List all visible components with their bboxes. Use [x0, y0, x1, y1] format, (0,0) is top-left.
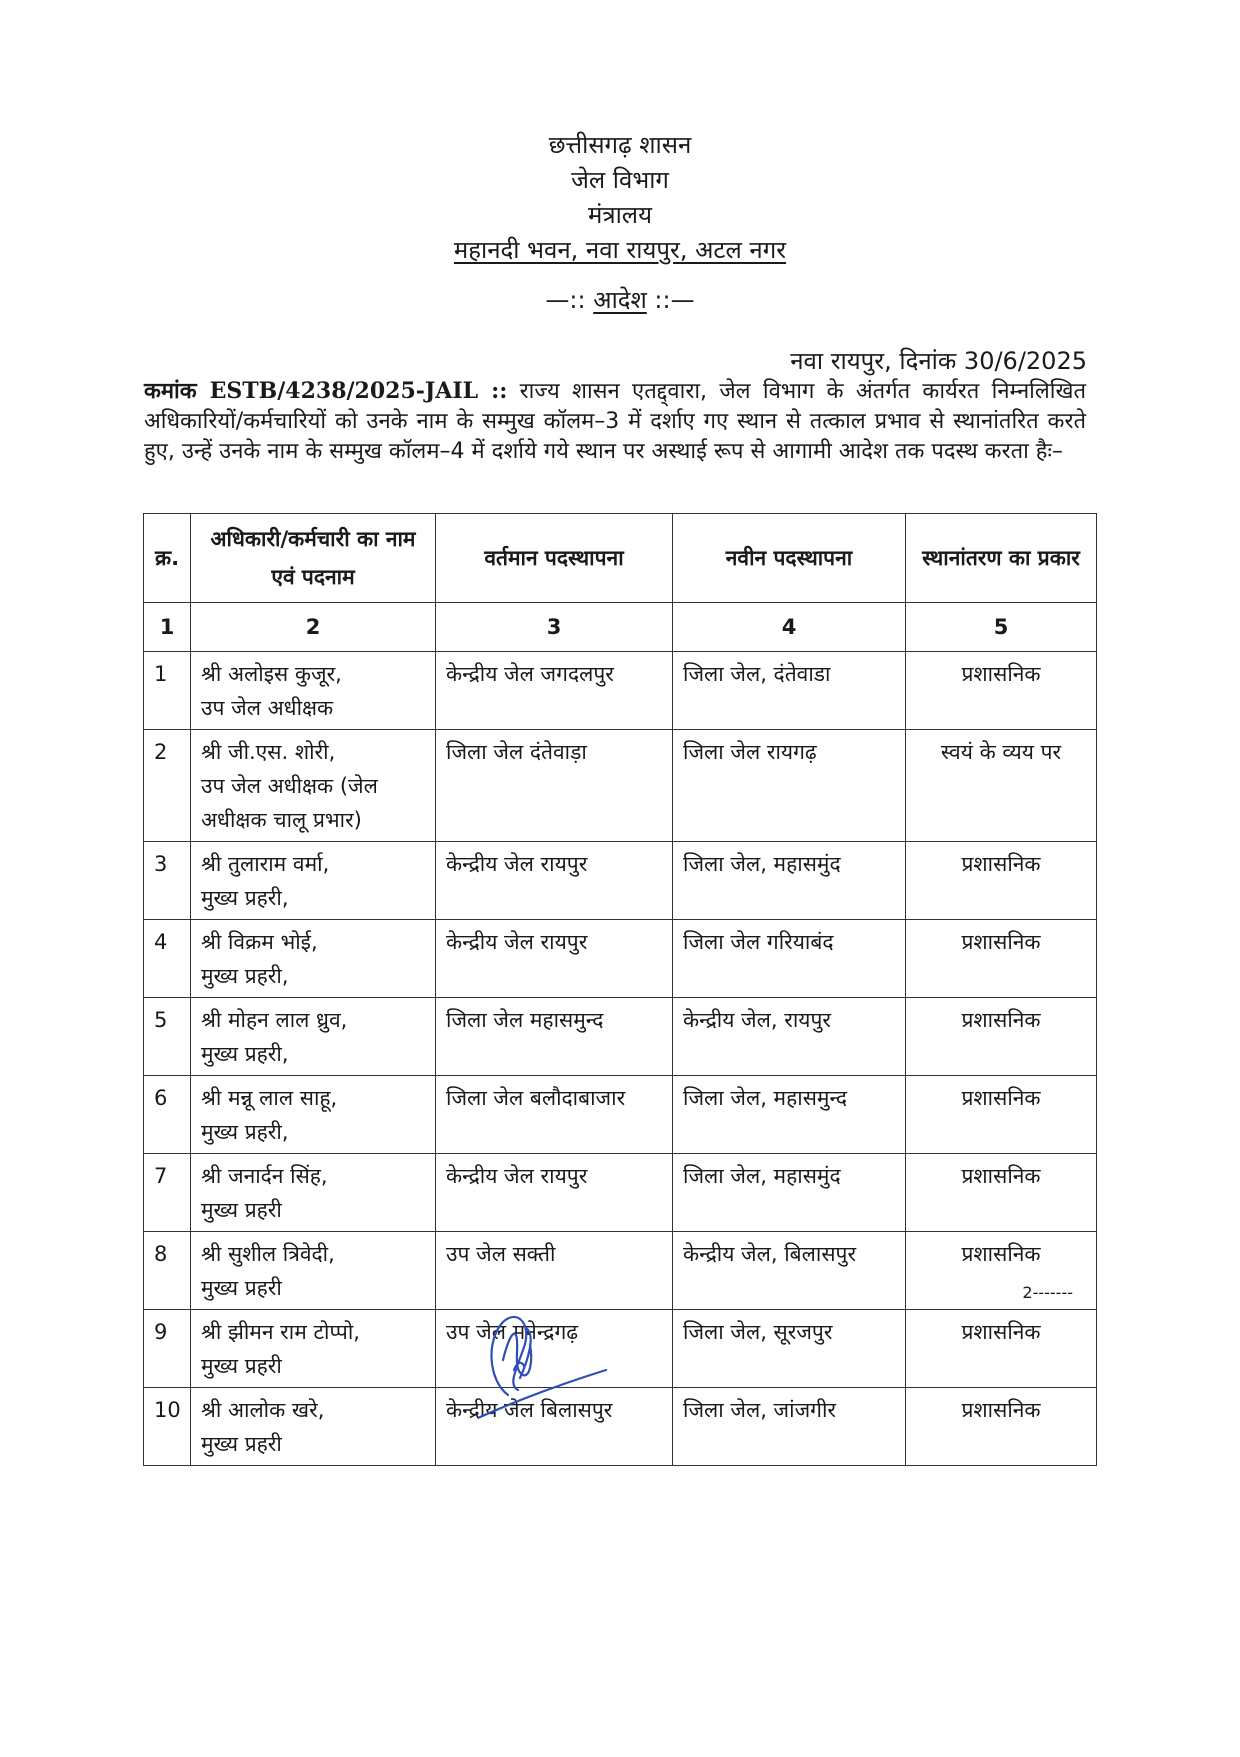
col-number: 4	[673, 603, 906, 652]
letterhead	[0, 128, 1240, 268]
table-row	[144, 1310, 1097, 1388]
cell-sr: 7	[144, 1154, 191, 1232]
cell-new-posting: जिला जेल, जांजगीर	[673, 1388, 906, 1466]
cell-current-posting: केन्द्रीय जेल बिलासपुर	[436, 1388, 673, 1466]
cell-transfer-type: प्रशासनिक	[906, 1154, 1097, 1232]
cell-new-posting: जिला जेल, महासमुंद	[673, 842, 906, 920]
cell-new-posting: जिला जेल, दंतेवाडा	[673, 652, 906, 730]
cell-new-posting: केन्द्रीय जेल, बिलासपुर	[673, 1232, 906, 1310]
table-row	[144, 842, 1097, 920]
cell-sr: 3	[144, 842, 191, 920]
letterhead-line-address: महानदी भवन, नवा रायपुर, अटल नगर	[453, 236, 787, 264]
employee-name: श्री मन्नू लाल साहू,	[201, 1086, 338, 1110]
cell-name-designation	[191, 1154, 436, 1232]
employee-name: श्री विक्रम भोई,	[201, 930, 318, 954]
cell-transfer-type: प्रशासनिक	[906, 1232, 1097, 1310]
table-row	[144, 998, 1097, 1076]
column-number-row	[144, 603, 1097, 652]
cell-current-posting: केन्द्रीय जेल रायपुर	[436, 842, 673, 920]
col-number: 2	[191, 603, 436, 652]
cell-sr: 5	[144, 998, 191, 1076]
cell-transfer-type: प्रशासनिक	[906, 1388, 1097, 1466]
table-row	[144, 920, 1097, 998]
order-heading	[0, 283, 1240, 316]
employee-designation: मुख्य प्रहरी	[201, 1198, 282, 1222]
cell-sr: 2	[144, 730, 191, 842]
employee-name: श्री जनार्दन सिंह,	[201, 1164, 328, 1188]
cell-current-posting: जिला जेल बलौदाबाजार	[436, 1076, 673, 1154]
letterhead-line-govt: छत्तीसगढ़ शासन	[548, 131, 692, 159]
employee-name: श्री आलोक खरे,	[201, 1398, 325, 1422]
employee-designation: मुख्य प्रहरी,	[201, 964, 289, 988]
table-row	[144, 1388, 1097, 1466]
employee-name: श्री झीमन राम टोप्पो,	[201, 1320, 360, 1344]
cell-new-posting: जिला जेल, महासमुंद	[673, 1154, 906, 1232]
letterhead-line-dept: जेल विभाग	[571, 166, 669, 194]
cell-transfer-type: प्रशासनिक	[906, 998, 1097, 1076]
cell-new-posting: जिला जेल, सूरजपुर	[673, 1310, 906, 1388]
page-continuation-marker: 2-------	[1022, 1283, 1073, 1302]
table-row	[144, 1076, 1097, 1154]
col-header-current: वर्तमान पदस्थापना	[436, 514, 673, 603]
cell-sr: 8	[144, 1232, 191, 1310]
employee-designation: मुख्य प्रहरी	[201, 1354, 282, 1378]
cell-sr: 1	[144, 652, 191, 730]
cell-current-posting: उप जेल सक्ती	[436, 1232, 673, 1310]
employee-designation: उप जेल अधीक्षक (जेल अधीक्षक चालू प्रभार)	[201, 774, 378, 832]
employee-name: श्री मोहन लाल ध्रुव,	[201, 1008, 348, 1032]
cell-transfer-type: प्रशासनिक	[906, 842, 1097, 920]
transfer-table	[143, 513, 1097, 1466]
cell-name-designation	[191, 842, 436, 920]
cell-transfer-type: स्वयं के व्यय पर	[906, 730, 1097, 842]
col-header-new: नवीन पदस्थापना	[673, 514, 906, 603]
cell-current-posting: केन्द्रीय जेल रायपुर	[436, 920, 673, 998]
order-reference-number: कमांक ESTB/4238/2025-JAIL ::	[144, 378, 508, 404]
cell-name-designation	[191, 1076, 436, 1154]
employee-name: श्री अलोइस कुजूर,	[201, 662, 342, 686]
employee-designation: मुख्य प्रहरी,	[201, 1120, 289, 1144]
table-header-row	[144, 514, 1097, 603]
cell-sr: 4	[144, 920, 191, 998]
cell-current-posting: जिला जेल दंतेवाड़ा	[436, 730, 673, 842]
col-header-name: अधिकारी/कर्मचारी का नाम एवं पदनाम	[191, 514, 436, 603]
cell-name-designation	[191, 998, 436, 1076]
col-number: 5	[906, 603, 1097, 652]
employee-designation: मुख्य प्रहरी,	[201, 886, 289, 910]
table-row	[144, 730, 1097, 842]
place-date: नवा रायपुर, दिनांक 30/6/2025	[790, 347, 1087, 375]
cell-transfer-type: प्रशासनिक	[906, 1310, 1097, 1388]
cell-new-posting: जिला जेल गरियाबंद	[673, 920, 906, 998]
cell-sr: 10	[144, 1388, 191, 1466]
order-intro-text: राज्य शासन एतद्द्वारा, जेल विभाग के अंतर्गत कार्यरत निम्नलिखित अधिकारियों/कर्मचारियों को उनके नाम के सम्मुख कॉलम–3 में दर्शाए गए स्थान से तत्काल प्रभाव से स्थानांतरित करते हुए, उन्हें उनके नाम के सम्मुख कॉलम–4 में दर्शाये गये स्थान पर अस्थाई रूप से आगामी आदेश तक पदस्थ करता हैः–	[144, 379, 1087, 464]
cell-current-posting: केन्द्रीय जेल रायपुर	[436, 1154, 673, 1232]
col-header-type: स्थानांतरण का प्रकार	[906, 514, 1097, 603]
cell-name-designation	[191, 1310, 436, 1388]
cell-name-designation	[191, 1232, 436, 1310]
col-header-sr: क्र.	[144, 514, 191, 603]
employee-name: श्री सुशील त्रिवेदी,	[201, 1242, 335, 1266]
cell-name-designation	[191, 652, 436, 730]
cell-current-posting: उप जेल मनेन्द्रगढ़	[436, 1310, 673, 1388]
order-heading-prefix: —::	[545, 286, 594, 314]
order-intro-paragraph	[144, 376, 1086, 467]
signature	[478, 1300, 608, 1424]
letterhead-line-ministry: मंत्रालय	[587, 201, 652, 229]
employee-designation: मुख्य प्रहरी,	[201, 1042, 289, 1066]
cell-sr: 9	[144, 1310, 191, 1388]
table-row	[144, 1232, 1097, 1310]
order-heading-suffix: ::—	[646, 286, 695, 314]
cell-name-designation	[191, 920, 436, 998]
cell-name-designation	[191, 730, 436, 842]
cell-new-posting: जिला जेल, महासमुन्द	[673, 1076, 906, 1154]
cell-current-posting: केन्द्रीय जेल जगदलपुर	[436, 652, 673, 730]
cell-sr: 6	[144, 1076, 191, 1154]
signature-icon	[478, 1300, 608, 1420]
col-number: 3	[436, 603, 673, 652]
cell-transfer-type: प्रशासनिक	[906, 920, 1097, 998]
cell-name-designation	[191, 1388, 436, 1466]
table-row	[144, 1154, 1097, 1232]
order-heading-title: आदेश	[593, 286, 647, 314]
cell-transfer-type: प्रशासनिक	[906, 1076, 1097, 1154]
cell-new-posting: केन्द्रीय जेल, रायपुर	[673, 998, 906, 1076]
table-row	[144, 652, 1097, 730]
cell-transfer-type: प्रशासनिक	[906, 652, 1097, 730]
col-number: 1	[144, 603, 191, 652]
cell-current-posting: जिला जेल महासमुन्द	[436, 998, 673, 1076]
employee-designation: मुख्य प्रहरी	[201, 1432, 282, 1456]
cell-new-posting: जिला जेल रायगढ़	[673, 730, 906, 842]
employee-name: श्री जी.एस. शोरी,	[201, 740, 336, 764]
employee-designation: मुख्य प्रहरी	[201, 1276, 282, 1300]
employee-designation: उप जेल अधीक्षक	[201, 696, 334, 720]
employee-name: श्री तुलाराम वर्मा,	[201, 852, 330, 876]
